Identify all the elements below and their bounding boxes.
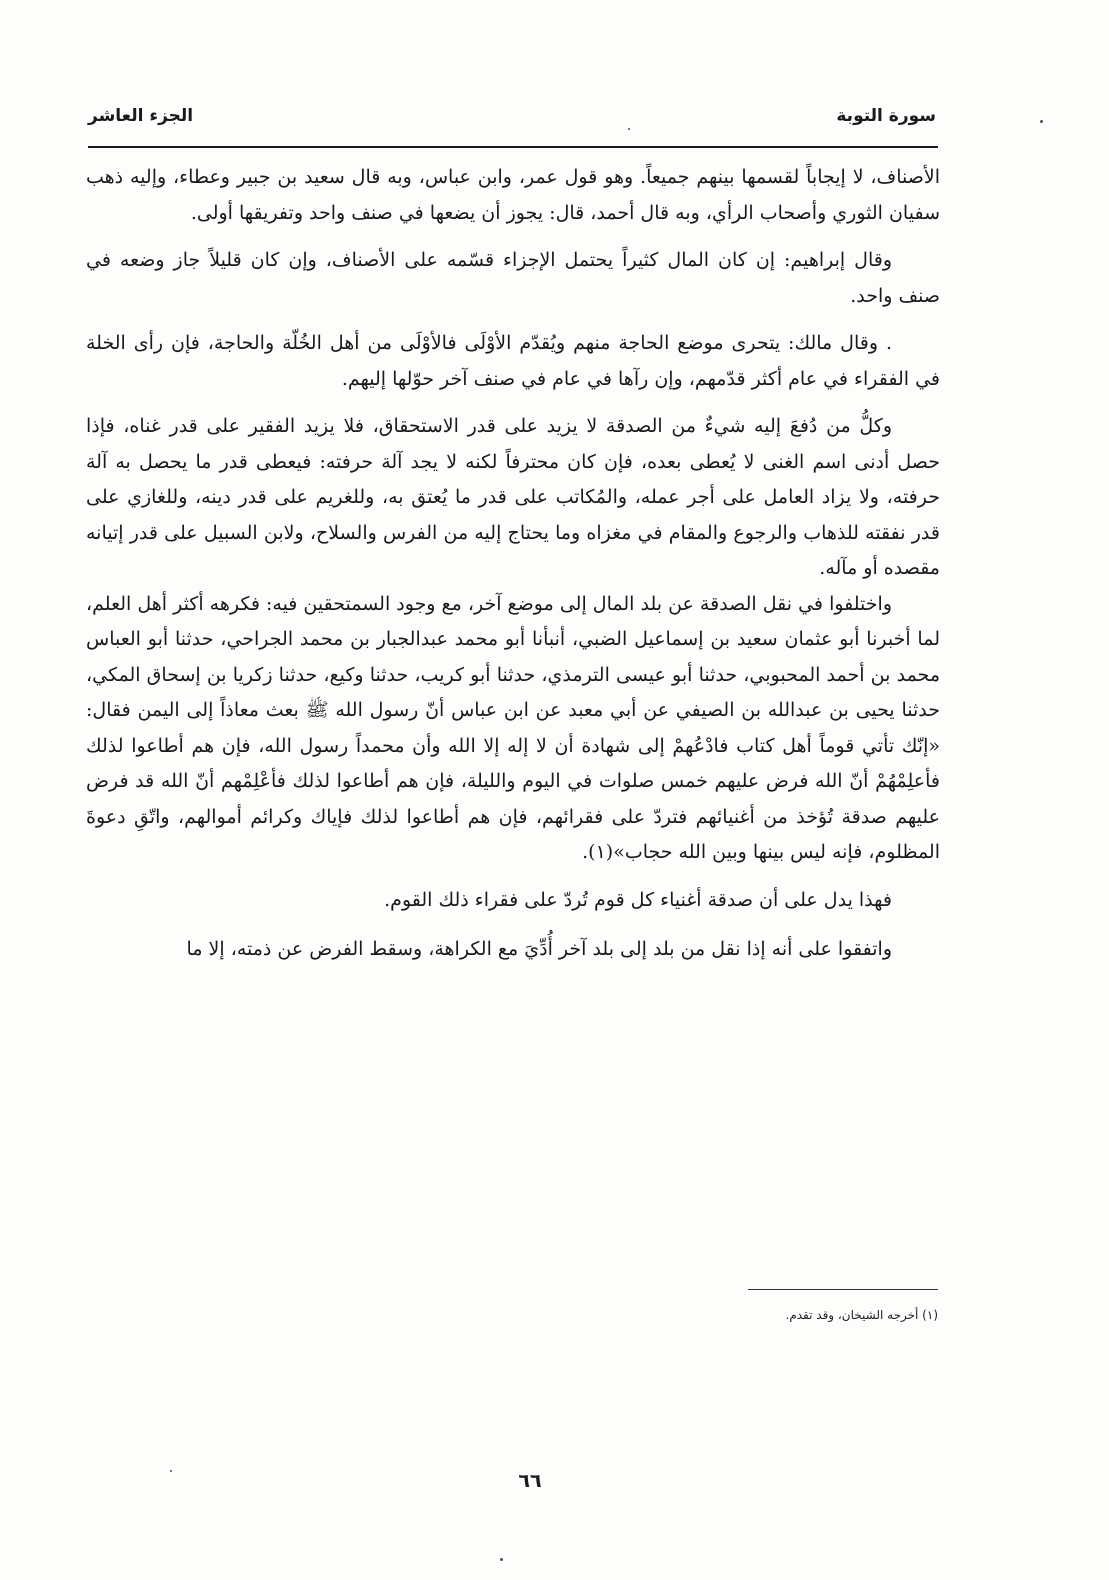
page-number: ٦٦ bbox=[518, 1470, 542, 1492]
paragraph-3: . وقال مالك: يتحرى موضع الحاجة منهم ويُقدّم الأوْلَى فالأوْلَى من أهل الخُلّة والحاجة، فإن رأى الخلة في الفقراء في عام أكثر قدّمهم، وإن رآها في عام في صنف آخر حوّلها إليهم. bbox=[86, 332, 940, 390]
paragraph-6: فهذا يدل على أن صدقة أغنياء كل قوم تُردّ على فقراء ذلك القوم. bbox=[384, 888, 892, 911]
footnote-rule bbox=[748, 1289, 938, 1290]
scan-speck bbox=[170, 1470, 172, 1472]
paragraph-1: الأصناف، لا إيجاباً لقسمها بينهم جميعاً. وهو قول عمر، وابن عباس، وبه قال سعيد بن جبير وعطاء، وإليه ذهب سفيان الثوري وأصحاب الرأي، وبه قال أحمد، قال: يجوز أن يضعها في صنف واحد وتفريقها أولى. bbox=[86, 166, 940, 224]
paragraph-2: وقال إبراهيم: إن كان المال كثيراً يحتمل الإجزاء قسّمه على الأصناف، وإن كان قليلاً جاز وضعه في صنف واحد. bbox=[86, 249, 940, 307]
scan-speck bbox=[500, 1558, 503, 1561]
paragraph-4: وكلُّ من دُفعَ إليه شيءٌ من الصدقة لا يزيد على قدر الاستحقاق، فلا يزيد الفقير على قدر غناه، فإذا حصل أدنى اسم الغنى لا يُعطى بعده، فإن كان محترفاً لكنه لا يجد آلة حرفته: فيعطى قدر ما يحصل به آلة حرفته، ولا يزاد العامل على أجر عمله، والمُكاتب على قدر ما يُعتق به، وللغريم على قدر دينه، وللغازي على قدر نفقته للذهاب والرجوع والمقام في مغزاه وما يحتاج إليه من الفرس والسلاح، ولابن السبيل على قدر إتيانه مقصده أو مآله. bbox=[86, 415, 940, 579]
paragraph-7: واتفقوا على أنه إذا نقل من بلد إلى بلد آخر أُدِّيَ مع الكراهة، وسقط الفرض عن ذمته، إلا ما bbox=[186, 938, 892, 960]
header-rule bbox=[88, 146, 938, 148]
running-header bbox=[88, 104, 936, 134]
main-text bbox=[86, 160, 940, 968]
surah-title: سورة التوبة bbox=[836, 106, 936, 126]
scan-speck bbox=[628, 128, 630, 130]
paragraph-5: واختلفوا في نقل الصدقة عن بلد المال إلى موضع آخر، مع وجود السمتحقين فيه: فكرهه أكثر أهل العلم، لما أخبرنا أبو عثمان سعيد بن إسماعيل الضبي، أنبأنا أبو محمد عبدالجبار بن محمد الجراحي، حدثنا أبو العباس محمد بن أحمد المحبوبي، حدثنا أبو عيسى الترمذي، حدثنا أبو كريب، حدثنا وكيع، حدثنا زكريا بن إسحاق المكي، حدثنا يحيى بن عبدالله بن الصيفي عن أبي معبد عن ابن عباس أنّ رسول الله ﷺ بعث معاذاً إلى اليمن فقال: «إنّك تأتي قوماً أهل كتاب فادْعُهمْ إلى شهادة أن لا إله إلا الله وأن محمداً رسول الله، فإن هم أطاعوا لذلك فأعلِمْهُمْ أنّ الله فرض عليهم خمس صلوات في اليوم والليلة، فإن هم أطاعوا لذلك فأعْلِمْهم أنّ الله قد فرض عليهم صدقة تُؤخذ من أغنيائهم فتردّ على فقرائهم، فإن هم أطاعوا لذلك فإياك وكرائم أموالهم، واتّقِ دعوةَ المظلوم، فإنه ليس بينها وبين الله حجاب»(١). bbox=[86, 592, 940, 863]
footnote: (١) أخرجه الشيخان، وقد تقدم. bbox=[785, 1308, 938, 1322]
juz-title: الجزء العاشر bbox=[88, 106, 194, 126]
scan-speck bbox=[1040, 120, 1043, 123]
